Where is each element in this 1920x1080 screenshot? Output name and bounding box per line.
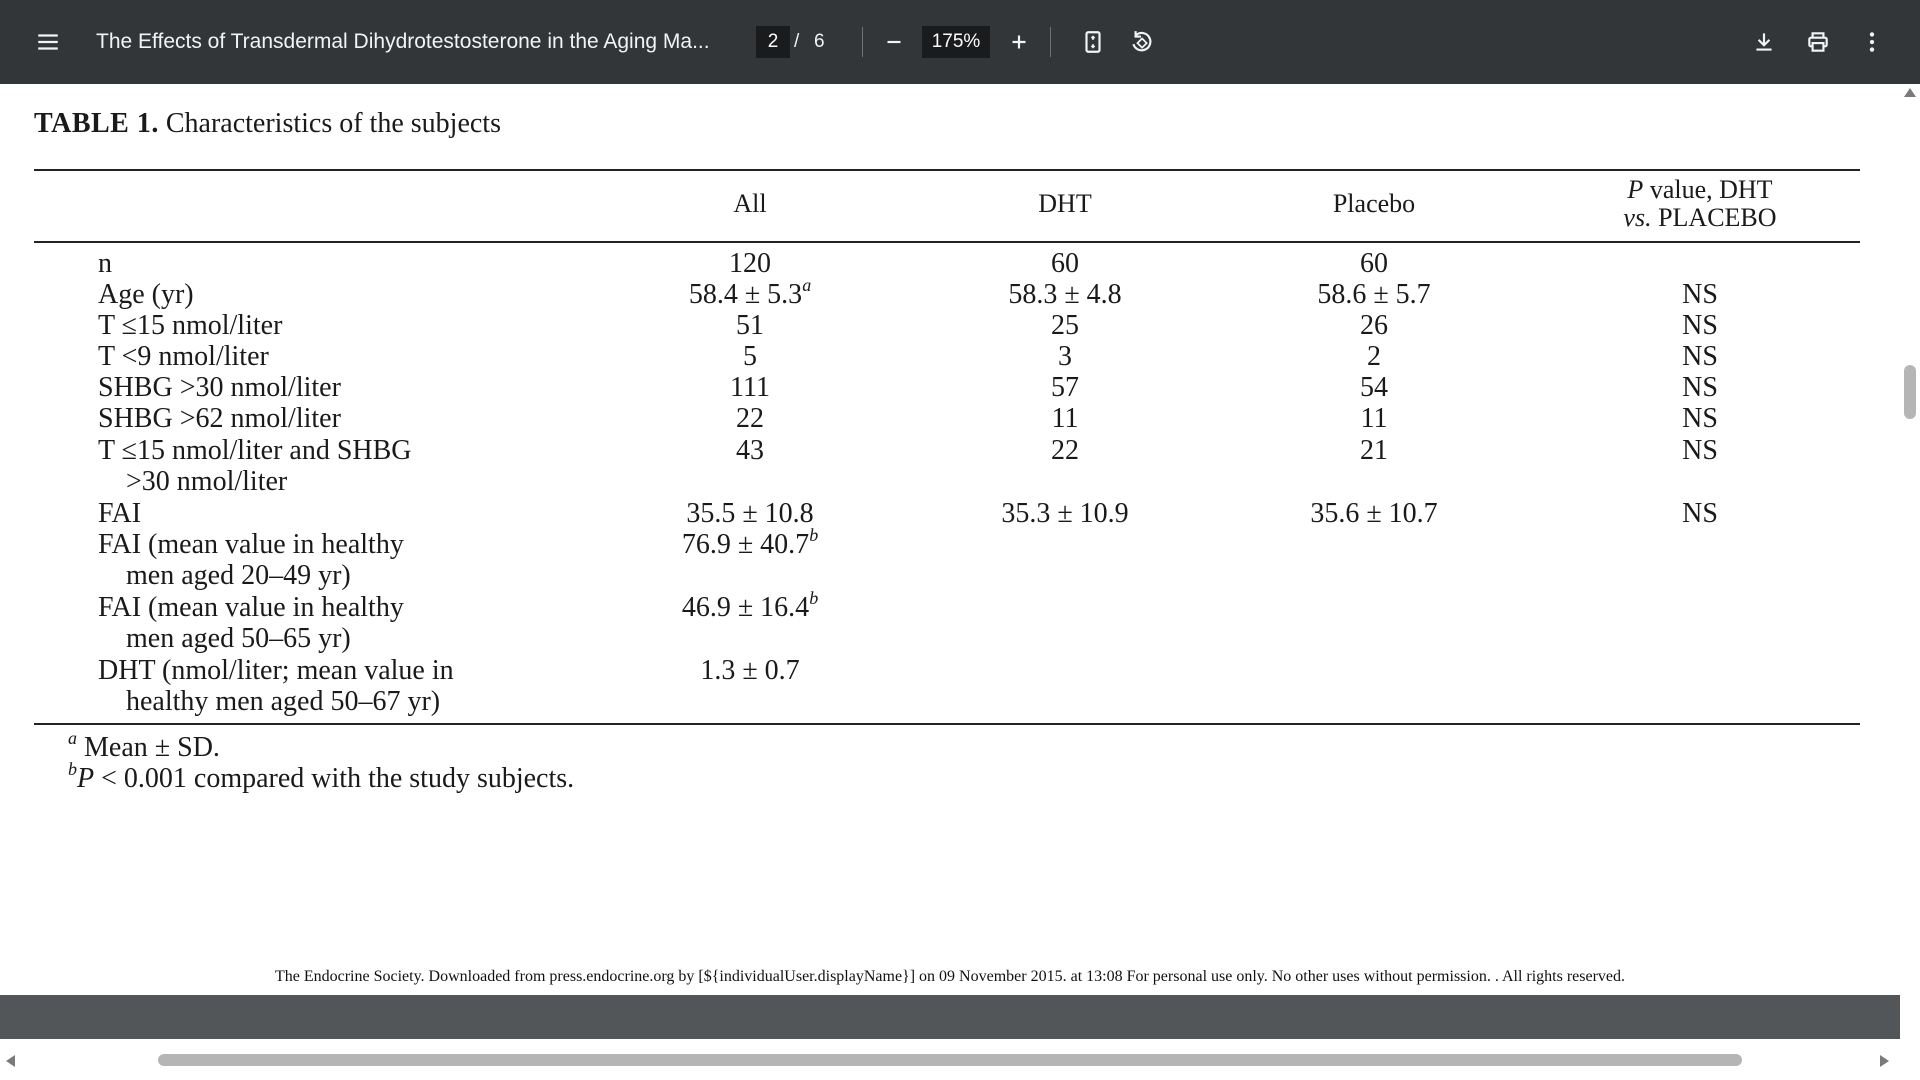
cell-p-value: NS — [1682, 435, 1718, 466]
cell-all: 22 — [736, 403, 764, 434]
row-label-t-15: T ≤15 nmol/liter — [98, 310, 283, 341]
toolbar-divider — [1050, 27, 1051, 57]
page-separator: / — [794, 31, 800, 52]
cell-all: 35.5 ± 10.8 — [686, 498, 814, 529]
cell-dht: 3 — [1058, 341, 1072, 372]
cell-p-value: NS — [1682, 341, 1718, 372]
cell-dht: 58.3 ± 4.8 — [1008, 279, 1122, 310]
row-label-shbg-62: SHBG >62 nmol/liter — [98, 403, 341, 434]
column-header-dht: DHT — [1038, 189, 1092, 218]
cell-dht: 22 — [1051, 435, 1079, 466]
page-number-input[interactable] — [756, 26, 790, 58]
footnote-a-sd: SD — [177, 732, 213, 763]
cell-all: 43 — [736, 435, 764, 466]
pdf-page — [0, 84, 1900, 995]
cell-dht: 35.3 ± 10.9 — [1001, 498, 1129, 529]
menu-button[interactable] — [28, 22, 68, 62]
row-label-t-and-shbg-cont: >30 nmol/liter — [126, 466, 288, 497]
cell-dht: 25 — [1051, 310, 1079, 341]
cell-p-value: NS — [1682, 372, 1718, 403]
cell-all — [650, 587, 850, 623]
cell-all: 111 — [730, 372, 770, 403]
column-header-p-value-line1 — [1580, 176, 1820, 204]
footnote-b — [68, 758, 575, 795]
vertical-scrollbar[interactable] — [1900, 84, 1920, 1039]
page-total: 6 — [814, 31, 825, 52]
fit-page-button[interactable] — [1073, 22, 1113, 62]
table-caption-label: TABLE 1. — [34, 108, 159, 139]
cell-placebo: 21 — [1360, 435, 1388, 466]
zoom-in-button[interactable] — [999, 22, 1039, 62]
p-italic: P — [1627, 175, 1644, 204]
footnote-a-mark: a — [68, 727, 77, 748]
vs-italic: vs. — [1623, 203, 1652, 232]
cell-all-value: 76.9 ± 40.7 — [681, 529, 810, 560]
row-label-fai: FAI — [98, 498, 142, 529]
cell-placebo: 54 — [1360, 372, 1388, 403]
cell-dht: 57 — [1051, 372, 1079, 403]
table-header-rule — [34, 241, 1860, 243]
download-icon — [1751, 29, 1777, 55]
table-caption-text: Characteristics of the subjects — [165, 108, 501, 139]
more-options-button[interactable] — [1852, 22, 1892, 62]
print-icon — [1805, 29, 1831, 55]
scroll-up-arrow-icon[interactable] — [1904, 88, 1916, 97]
footnote-b-text: < 0.001 compared with the study subjects. — [94, 763, 575, 794]
footnote-marker: a — [802, 274, 812, 295]
zoom-in-icon — [1006, 29, 1032, 55]
scroll-left-arrow-icon[interactable] — [6, 1055, 15, 1067]
row-label-age: Age (yr) — [98, 279, 194, 310]
cell-all — [650, 274, 850, 310]
zoom-level-input[interactable] — [922, 26, 990, 58]
p-header-rest: value, DHT — [1643, 175, 1773, 204]
cell-all: 5 — [743, 341, 757, 372]
row-label-t-and-shbg: T ≤15 nmol/liter and SHBG — [98, 435, 412, 466]
more-options-icon — [1859, 29, 1885, 55]
vertical-scrollbar-thumb[interactable] — [1904, 365, 1916, 419]
cell-all — [650, 524, 850, 560]
cell-placebo: 60 — [1360, 248, 1388, 279]
row-label-fai-50-65: FAI (mean value in healthy — [98, 592, 404, 623]
document-viewer — [0, 84, 1900, 1039]
rotate-icon — [1128, 29, 1154, 55]
download-button[interactable] — [1744, 22, 1784, 62]
row-label-n: n — [98, 248, 112, 279]
cell-dht: 11 — [1051, 403, 1079, 434]
row-label-dht-50-67: DHT (nmol/liter; mean value in — [98, 655, 454, 686]
cell-p-value: NS — [1682, 403, 1718, 434]
menu-icon — [35, 29, 61, 55]
footnote-b-mark: b — [68, 758, 77, 779]
cell-p-value: NS — [1682, 498, 1718, 529]
row-label-t-9: T <9 nmol/liter — [98, 341, 269, 372]
footnote-a — [68, 727, 220, 764]
footnote-a-text: Mean ± — [77, 732, 178, 763]
footnote-b-p: P — [77, 763, 95, 794]
cell-all-value: 58.4 ± 5.3 — [688, 279, 803, 310]
cell-placebo: 2 — [1367, 341, 1381, 372]
document-title: The Effects of Transdermal Dihydrotestosterone in the Aging Ma... — [96, 30, 710, 53]
column-header-p-value — [1580, 176, 1820, 232]
column-header-placebo: Placebo — [1332, 189, 1416, 218]
page-footer-note: The Endocrine Society. Downloaded from press.endocrine.org by [${individualUser.displayName}] on 09 November 2015. at 13:08 For personal use only. No other uses without permission. . All rights reserved. — [274, 968, 1626, 985]
zoom-out-button[interactable] — [874, 22, 914, 62]
column-header-p-value-line2 — [1580, 204, 1820, 232]
cell-all: 120 — [729, 248, 771, 279]
cell-dht: 60 — [1051, 248, 1079, 279]
cell-p-value: NS — [1682, 279, 1718, 310]
fit-page-icon — [1080, 29, 1106, 55]
row-label-fai-20-49-cont: men aged 20–49 yr) — [126, 560, 351, 591]
row-label-dht-50-67-cont: healthy men aged 50–67 yr) — [126, 686, 441, 717]
footnote-marker: b — [809, 524, 819, 545]
cell-placebo: 35.6 ± 10.7 — [1310, 498, 1438, 529]
cell-placebo: 58.6 ± 5.7 — [1317, 279, 1431, 310]
toolbar-divider — [862, 27, 863, 57]
cell-placebo: 11 — [1360, 403, 1388, 434]
pdf-toolbar — [0, 0, 1920, 84]
print-button[interactable] — [1798, 22, 1838, 62]
horizontal-scrollbar-thumb[interactable] — [158, 1054, 1742, 1066]
cell-placebo: 26 — [1360, 310, 1388, 341]
table-caption — [34, 108, 501, 140]
row-label-fai-50-65-cont: men aged 50–65 yr) — [126, 623, 351, 654]
cell-all: 51 — [736, 310, 764, 341]
horizontal-scrollbar[interactable] — [0, 1039, 1920, 1080]
table-top-rule — [34, 169, 1860, 171]
zoom-out-icon — [881, 29, 907, 55]
scrollbar-corner — [1900, 1039, 1920, 1080]
footnote-marker: b — [809, 587, 819, 608]
row-label-shbg-30: SHBG >30 nmol/liter — [98, 372, 341, 403]
p-header-line2-rest: PLACEBO — [1651, 203, 1777, 232]
rotate-button[interactable] — [1121, 22, 1161, 62]
footnote-a-end: . — [212, 732, 220, 763]
row-label-fai-20-49: FAI (mean value in healthy — [98, 529, 404, 560]
table-bottom-rule — [34, 723, 1860, 725]
column-header-all: All — [733, 189, 767, 218]
cell-all-value: 46.9 ± 16.4 — [681, 592, 810, 623]
cell-all: 1.3 ± 0.7 — [700, 655, 800, 686]
cell-p-value: NS — [1682, 310, 1718, 341]
scroll-right-arrow-icon[interactable] — [1880, 1055, 1889, 1067]
